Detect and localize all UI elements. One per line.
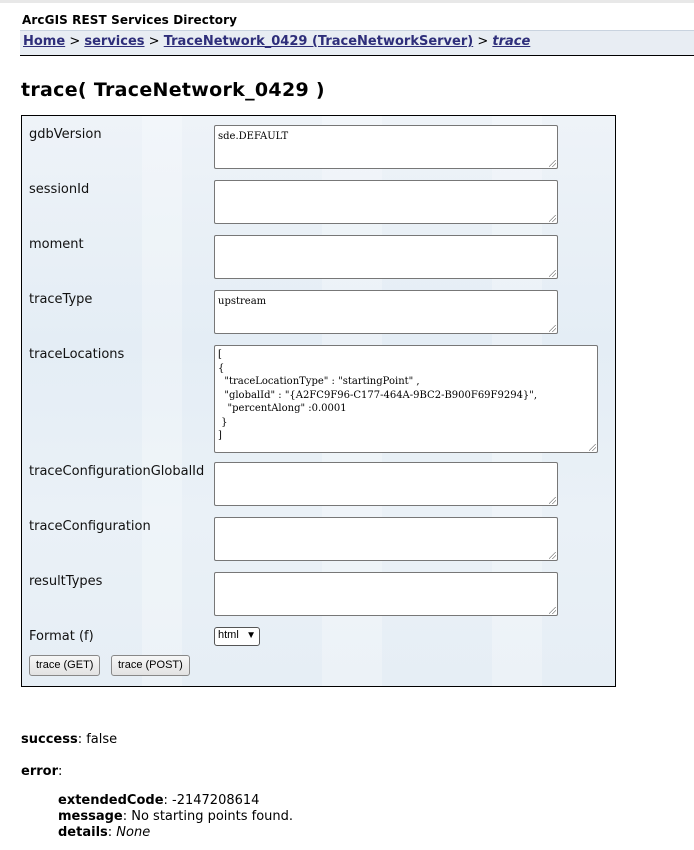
extended-code-key: extendedCode bbox=[58, 793, 164, 808]
tracetype-label: traceType bbox=[29, 292, 93, 307]
message-value: No starting points found. bbox=[131, 809, 294, 824]
success-key: success bbox=[21, 732, 78, 747]
page-title: trace( TraceNetwork_0429 ) bbox=[21, 79, 325, 101]
breadcrumb-current-link[interactable]: trace bbox=[492, 34, 531, 49]
breadcrumb-trail bbox=[23, 34, 530, 49]
gdbversion-label: gdbVersion bbox=[29, 127, 102, 142]
breadcrumb-home-link[interactable]: Home bbox=[23, 34, 66, 49]
tracetype-field[interactable]: upstream bbox=[214, 290, 558, 334]
extended-code-value: -2147208614 bbox=[172, 793, 260, 808]
traceconfigurationglobalid-label: traceConfigurationGlobalId bbox=[29, 464, 205, 479]
trace-form bbox=[21, 115, 616, 687]
form-background-stripe bbox=[142, 116, 182, 686]
breadcrumb-services-link[interactable]: services bbox=[84, 34, 145, 49]
trace-post-button[interactable]: trace (POST) bbox=[111, 655, 190, 676]
app-title: ArcGIS REST Services Directory bbox=[22, 13, 238, 27]
breadcrumb-separator: > bbox=[65, 34, 85, 49]
format-label: Format (f) bbox=[29, 629, 94, 644]
error-line: error: bbox=[21, 764, 63, 779]
gdbversion-field[interactable]: sde.DEFAULT bbox=[214, 125, 558, 169]
message-line: message: No starting points found. bbox=[58, 809, 294, 824]
resulttypes-label: resultTypes bbox=[29, 574, 103, 589]
chevron-down-icon: ▼ bbox=[246, 630, 256, 641]
resulttypes-field[interactable] bbox=[214, 572, 558, 616]
details-value: None bbox=[116, 825, 151, 840]
success-line: success: false bbox=[21, 732, 118, 747]
format-selected-value: html bbox=[218, 629, 239, 641]
details-line: details: None bbox=[58, 825, 151, 840]
success-value: false bbox=[86, 732, 118, 747]
tracelocations-label: traceLocations bbox=[29, 347, 125, 362]
breadcrumb-separator: > bbox=[144, 34, 164, 49]
breadcrumb-server-link[interactable]: TraceNetwork_0429 (TraceNetworkServer) bbox=[163, 34, 474, 49]
message-key: message bbox=[58, 809, 123, 824]
traceconfiguration-label: traceConfiguration bbox=[29, 519, 151, 534]
sessionid-field[interactable] bbox=[214, 180, 558, 224]
sessionid-label: sessionId bbox=[29, 182, 90, 197]
extended-code-line: extendedCode: -2147208614 bbox=[58, 793, 260, 808]
trace-get-button[interactable]: trace (GET) bbox=[29, 655, 100, 676]
moment-label: moment bbox=[29, 237, 84, 252]
error-key: error bbox=[21, 764, 58, 779]
traceconfiguration-field[interactable] bbox=[214, 517, 558, 561]
details-key: details bbox=[58, 825, 108, 840]
format-select[interactable] bbox=[214, 627, 260, 646]
traceconfigurationglobalid-field[interactable] bbox=[214, 462, 558, 506]
tracelocations-field[interactable]: [ { "traceLocationType" : "startingPoint" , "globalId" : "{A2FC9F96-C177-464A-9BC2-B900F69F9294}", "percentAlong" :0.0001 } ] bbox=[214, 345, 598, 453]
moment-field[interactable] bbox=[214, 235, 558, 279]
breadcrumb bbox=[20, 30, 694, 56]
header-bar bbox=[0, 0, 694, 33]
breadcrumb-separator: > bbox=[473, 34, 493, 49]
